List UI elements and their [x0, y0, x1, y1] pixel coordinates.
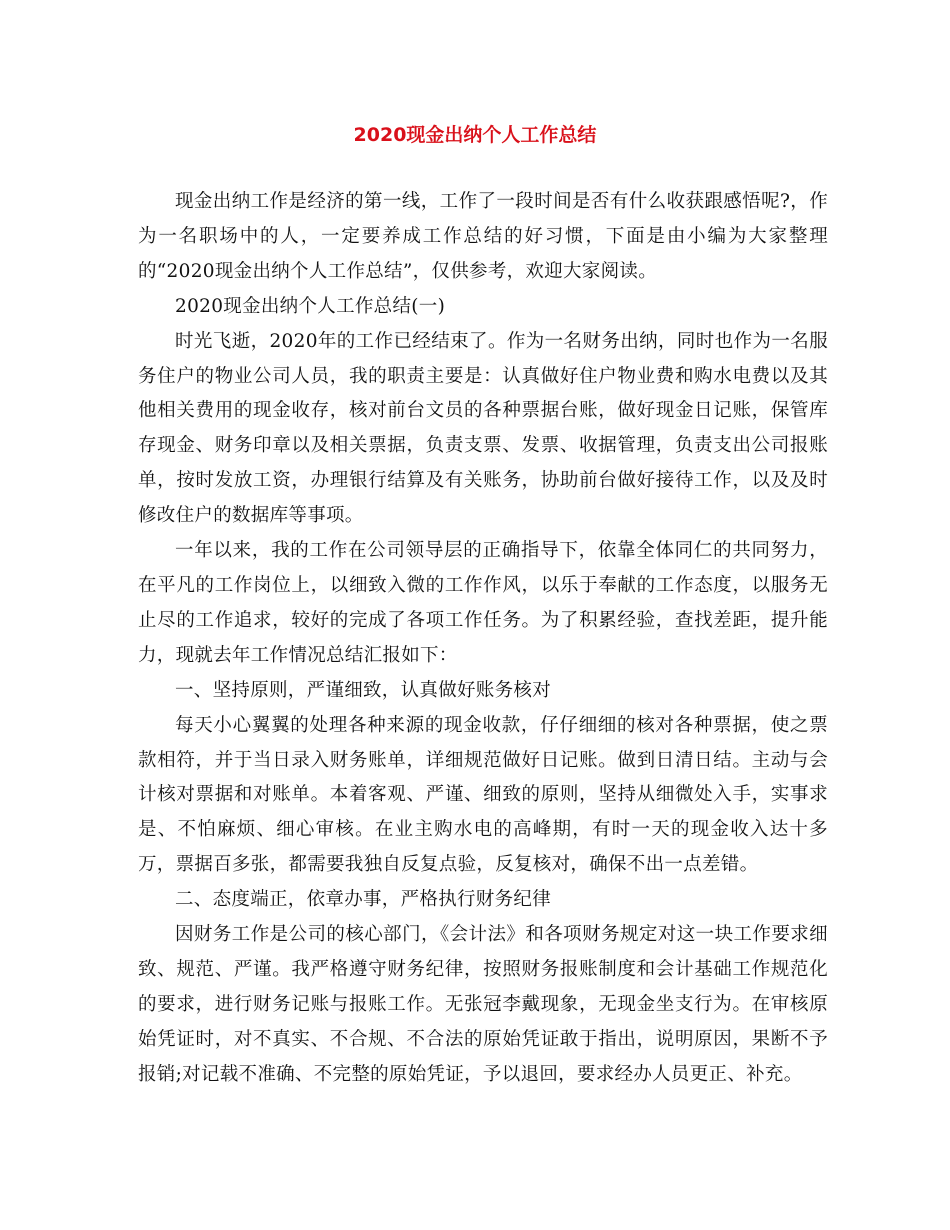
subsection-heading: 二、态度端正，依章办事，严格执行财务纪律 [175, 889, 552, 911]
document-body [138, 185, 828, 1093]
body-paragraph: 因财务工作是公司的核心部门，《会计法》和各项财务规定对这一块工作要求细致、规范、严谨。我严格遵守财务纪律，按照财务报账制度和会计基础工作规范化的要求，进行财务记账与报账工作。无张冠李戴现象，无现金坐支行为。在审核原始凭证时，对不真实、不合规、不合法的原始凭证敢于指出，说明原因，果断不予报销;对记载不准确、不完整的原始凭证，予以退回，要求经办人员更正、补充。 [138, 924, 828, 1085]
intro-paragraph: 现金出纳工作是经济的第一线，工作了一段时间是否有什么收获跟感悟呢?，作为一名职场中的人，一定要养成工作总结的好习惯，下面是由小编为大家整理的“2020现金出纳个人工作总结”，仅供参考，欢迎大家阅读。 [138, 191, 828, 282]
body-paragraph: 每天小心翼翼的处理各种来源的现金收款，仔仔细细的核对各种票据，使之票款相符，并于当日录入财务账单，详细规范做好日记账。做到日清日结。主动与会计核对票据和对账单。本着客观、严谨、细致的原则，坚持从细微处入手，实事求是、不怕麻烦、细心审核。在业主购水电的高峰期，有时一天的现金收入达十多万，票据百多张，都需要我独自反复点验，反复核对，确保不出一点差错。 [138, 714, 828, 876]
document-title: 2020现金出纳个人工作总结 [353, 124, 597, 146]
subsection-heading: 一、坚持原则，严谨细致，认真做好账务核对 [175, 679, 552, 701]
body-paragraph: 一年以来，我的工作在公司领导层的正确指导下，依靠全体同仁的共同努力，在平凡的工作岗位上，以细致入微的工作作风，以乐于奉献的工作态度，以服务无止尽的工作追求，较好的完成了各项工作任务。为了积累经验，查找差距，提升能力，现就去年工作情况总结汇报如下： [138, 540, 828, 666]
section-heading: 2020现金出纳个人工作总结(一) [175, 295, 446, 317]
body-paragraph: 时光飞逝，2020年的工作已经结束了。作为一名财务出纳，同时也作为一名服务住户的物业公司人员，我的职责主要是：认真做好住户物业费和购水电费以及其他相关费用的现金收存，核对前台文员的各种票据台账，做好现金日记账，保管库存现金、财务印章以及相关票据，负责支票、发票、收据管理，负责支出公司报账单，按时发放工资，办理银行结算及有关账务，协助前台做好接待工作，以及及时修改住户的数据库等事项。 [138, 330, 828, 527]
